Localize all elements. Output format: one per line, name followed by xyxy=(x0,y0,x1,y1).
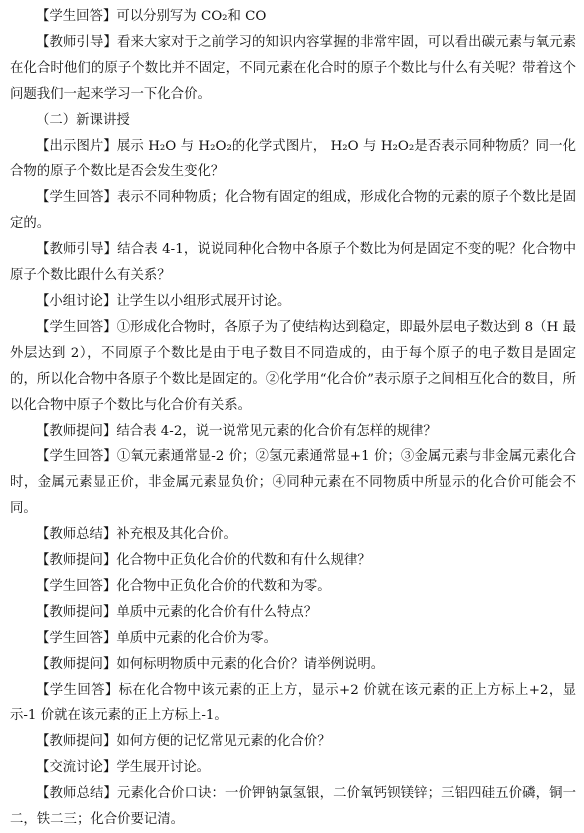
paragraph-text: 元素化合价口诀：一价钾钠氯氢银，二价氧钙钡镁锌；三铝四硅五价磷，铜一二，铁二三；化合价要记清。 xyxy=(10,786,577,828)
paragraph-show-picture xyxy=(10,134,576,186)
paragraph-text: 单质中元素的化合价有什么特点？ xyxy=(116,604,318,620)
paragraph-text: 学生展开讨论。 xyxy=(116,760,211,776)
paragraph-group-discussion xyxy=(10,289,576,315)
paragraph-text: 看来大家对于之前学习的知识内容掌握的非常牢固，可以看出碳元素与氧元素在化合时他们的原子个数比并不固定，不同元素在化合时的原子个数比与什么有关呢？带着这个问题我们一起来学习一下化合价。 xyxy=(10,34,577,102)
paragraph-student-answer-4 xyxy=(10,444,576,522)
paragraph-text: 让学生以小组形式展开讨论。 xyxy=(116,293,291,309)
paragraph-text: 标在化合物中该元素的正上方，显示+2 价就在该元素的正上方标上+2，显示-1 价就在该元素的正上方标上-1。 xyxy=(10,682,577,724)
paragraph-teacher-guide-2 xyxy=(10,237,576,289)
paragraph-teacher-summary-1 xyxy=(10,522,576,548)
paragraph-teacher-question-4 xyxy=(10,652,576,678)
paragraph-tag: 【教师提问】 xyxy=(36,734,117,750)
paragraph-tag: 【交流讨论】 xyxy=(36,760,117,776)
paragraph-student-answer-5 xyxy=(10,574,576,600)
paragraph-student-answer-1 xyxy=(10,4,576,30)
paragraph-teacher-question-5 xyxy=(10,729,576,755)
paragraph-tag: 【教师提问】 xyxy=(36,423,117,439)
paragraph-text: 如何标明物质中元素的化合价？请举例说明。 xyxy=(116,656,385,672)
paragraph-text: 展示 H₂O 与 H₂O₂的化学式图片， H₂O 与 H₂O₂是否表示同种物质？同一化合物的原子个数比是否会发生变化？ xyxy=(10,138,577,180)
paragraph-text: 表示不同种物质；化合物有固定的组成，形成化合物的元素的原子个数比是固定的。 xyxy=(10,190,577,232)
paragraph-tag: 【学生回答】 xyxy=(36,578,117,594)
paragraph-tag: 【教师总结】 xyxy=(36,527,117,543)
paragraph-teacher-question-2 xyxy=(10,548,576,574)
paragraph-text: 化合物中正负化合价的代数和有什么规律？ xyxy=(116,553,371,569)
paragraph-text: 结合表 4-2，说一说常见元素的化合价有怎样的规律？ xyxy=(116,423,437,439)
paragraph-student-answer-2 xyxy=(10,185,576,237)
paragraph-teacher-question-3 xyxy=(10,600,576,626)
paragraph-tag: 【学生回答】 xyxy=(36,9,117,24)
paragraph-tag: 【教师提问】 xyxy=(36,604,117,620)
paragraph-text: ①氧元素通常显-2 价；②氢元素通常显+1 价；③金属元素与非金属元素化合时，金属元素显正价，非金属元素显负价；④同种元素在不同物质中所显示的化合价可能会不同。 xyxy=(10,449,576,517)
paragraph-tag: 【教师提问】 xyxy=(36,656,117,672)
paragraph-text: 可以分别写为 CO₂和 CO xyxy=(116,9,267,24)
paragraph-text: ①形成化合物时，各原子为了使结构达到稳定，即最外层电子数达到 8（H 最外层达到 2），不同原子个数比是由于电子数目不同造成的，由于每个原子的电子数目是固定的，所以化合物中各原子个数比是固定的。②化学用“化合价”表示原子之间相互化合的数目，所以化合物中原子个数比与化合价有关系。 xyxy=(10,319,576,413)
paragraph-student-answer-3 xyxy=(10,315,576,419)
paragraph-teacher-question-1 xyxy=(10,419,576,445)
paragraph-teacher-guide-1 xyxy=(10,30,576,108)
paragraph-text: 化合物中正负化合价的代数和为零。 xyxy=(116,578,331,594)
paragraph-tag: 【教师引导】 xyxy=(36,242,118,258)
section-heading-text: （二）新课讲授 xyxy=(36,112,130,128)
section-heading xyxy=(10,108,576,134)
paragraph-student-answer-7 xyxy=(10,678,576,730)
paragraph-tag: 【学生回答】 xyxy=(36,449,117,465)
paragraph-tag: 【学生回答】 xyxy=(36,190,118,206)
paragraph-text: 补充根及其化合价。 xyxy=(116,527,237,543)
paragraph-teacher-summary-2 xyxy=(10,781,576,833)
paragraph-tag: 【出示图片】 xyxy=(36,138,117,154)
paragraph-tag: 【学生回答】 xyxy=(36,319,117,335)
paragraph-student-answer-6 xyxy=(10,626,576,652)
paragraph-tag: 【教师引导】 xyxy=(36,34,118,50)
paragraph-text: 如何方便的记忆常见元素的化合价？ xyxy=(116,734,331,750)
paragraph-exchange-discussion xyxy=(10,755,576,781)
paragraph-tag: 【学生回答】 xyxy=(36,682,119,698)
paragraph-tag: 【小组讨论】 xyxy=(36,293,117,309)
paragraph-tag: 【教师总结】 xyxy=(36,786,118,802)
paragraph-text: 结合表 4-1，说说同种化合物中各原子个数比为何是固定不变的呢？化合物中原子个数比跟什么有关系？ xyxy=(10,242,576,284)
paragraph-tag: 【教师提问】 xyxy=(36,553,117,569)
paragraph-tag: 【学生回答】 xyxy=(36,630,117,646)
paragraph-text: 单质中元素的化合价为零。 xyxy=(116,630,278,646)
